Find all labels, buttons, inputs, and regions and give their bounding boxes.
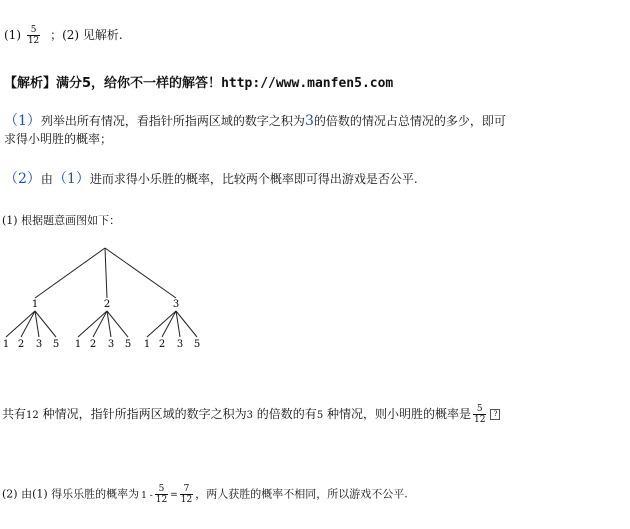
- tree-leaf-3-2: 2: [158, 339, 166, 350]
- solution-intro: (1) 根据题意画图如下：: [2, 214, 121, 227]
- answer-separator: ；(2) 见解析.: [50, 28, 123, 42]
- part2-fraction-1: [155, 484, 168, 505]
- tree-node-3: 3: [172, 299, 180, 310]
- tree-node-1: 1: [31, 299, 39, 310]
- tree-leaf-3-3: 3: [176, 339, 184, 350]
- analysis-p1: [4, 110, 506, 130]
- part2-b: ，两人获胜的概率不相同，所以游戏不公平.: [195, 487, 408, 501]
- analysis-p2-text-b: 进而求得小乐胜的概率，比较两个概率即可得出游戏是否公平.: [89, 172, 418, 186]
- tree-branch-2-2: [93, 311, 107, 337]
- part2-one: 1 -: [141, 490, 153, 501]
- tree-leaf-1-2: 2: [17, 339, 25, 350]
- tree-branch-root-1: [35, 248, 105, 298]
- tree-branch-root-3: [105, 248, 176, 298]
- tree-leaf-3-1: 1: [143, 339, 151, 350]
- tree-leaf-2-3: 3: [107, 339, 115, 350]
- analysis-url: http://www.manfen5.com: [221, 76, 394, 91]
- answer-part1-prefix: (1): [4, 28, 21, 42]
- part2-fraction-1-num: 5: [155, 484, 168, 495]
- summary-five: 5: [316, 410, 324, 421]
- tree-leaf-1-5: 5: [52, 339, 60, 350]
- part2-line: [2, 484, 408, 505]
- analysis-tag: 【解析】: [4, 76, 57, 91]
- analysis-p2-ref: （1）: [52, 171, 90, 187]
- tree-leaf-2-5: 5: [124, 339, 132, 350]
- summary-line: [2, 404, 500, 425]
- part2-fraction-2-den: 12: [180, 495, 193, 505]
- answer-fraction-num: 5: [27, 25, 40, 36]
- summary-fraction-num: 5: [473, 404, 486, 415]
- tree-branch-3-1: [147, 311, 176, 337]
- tree-leaf-1-1: 1: [2, 339, 10, 350]
- tree-branch-1-1: [6, 311, 35, 337]
- tree-labels: [3, 299, 200, 350]
- summary-fraction: [473, 404, 486, 425]
- tree-leaf-1-3: 3: [35, 339, 43, 350]
- analysis-p1-line2: 求得小明胜的概率；: [4, 132, 113, 146]
- summary-fraction-den: 12: [474, 415, 486, 425]
- analysis-p1-text-a: 列举出所有情况，看指针所指两区域的数字之积为: [40, 114, 305, 128]
- analysis-p2-text-a: 由: [40, 172, 53, 186]
- analysis-p1-num: （1）: [4, 113, 41, 129]
- answer-fraction-den: 12: [27, 36, 40, 46]
- summary-d: 种情况，则小明胜的概率是: [327, 407, 472, 421]
- part2-eq: =: [170, 490, 178, 501]
- part2-fraction-2-num: 7: [180, 484, 193, 495]
- tree-lines: [6, 248, 197, 337]
- part2-a: (2) 由(1) 得乐乐胜的概率为: [2, 487, 140, 501]
- answer-fraction: [27, 25, 40, 46]
- summary-three: 3: [246, 410, 253, 421]
- tree-branch-root-2: [105, 248, 107, 298]
- tree-branch-3-2: [162, 311, 176, 337]
- summary-b: 种情况，指针所指两区域的数字之积为: [42, 407, 247, 421]
- analysis-bold-text: 满分5，给你不一样的解答！: [56, 76, 222, 91]
- analysis-p1-text-b: 的倍数的情况占总情况的多少，即可: [313, 114, 506, 128]
- tree-leaf-2-1: 1: [74, 339, 82, 350]
- answer-line: [4, 25, 123, 46]
- tree-branch-1-2: [21, 311, 35, 337]
- analysis-p2-num: （2）: [4, 171, 41, 187]
- tree-diagram: [0, 240, 220, 355]
- analysis-p2: [4, 168, 418, 188]
- tree-leaf-2-2: 2: [89, 339, 97, 350]
- analysis-p1-three: 3: [304, 113, 314, 129]
- tree-leaf-3-5: 5: [193, 339, 201, 350]
- summary-a: 共有: [2, 407, 27, 421]
- part2-fraction-1-den: 12: [155, 495, 168, 505]
- analysis-header: [4, 72, 393, 91]
- broken-image-icon: ?: [490, 409, 500, 420]
- summary-total: 12: [26, 410, 39, 421]
- summary-c: 的倍数的有: [256, 407, 317, 421]
- part2-fraction-2: [180, 484, 193, 505]
- tree-node-2: 2: [103, 299, 111, 310]
- tree-branch-2-1: [78, 311, 107, 337]
